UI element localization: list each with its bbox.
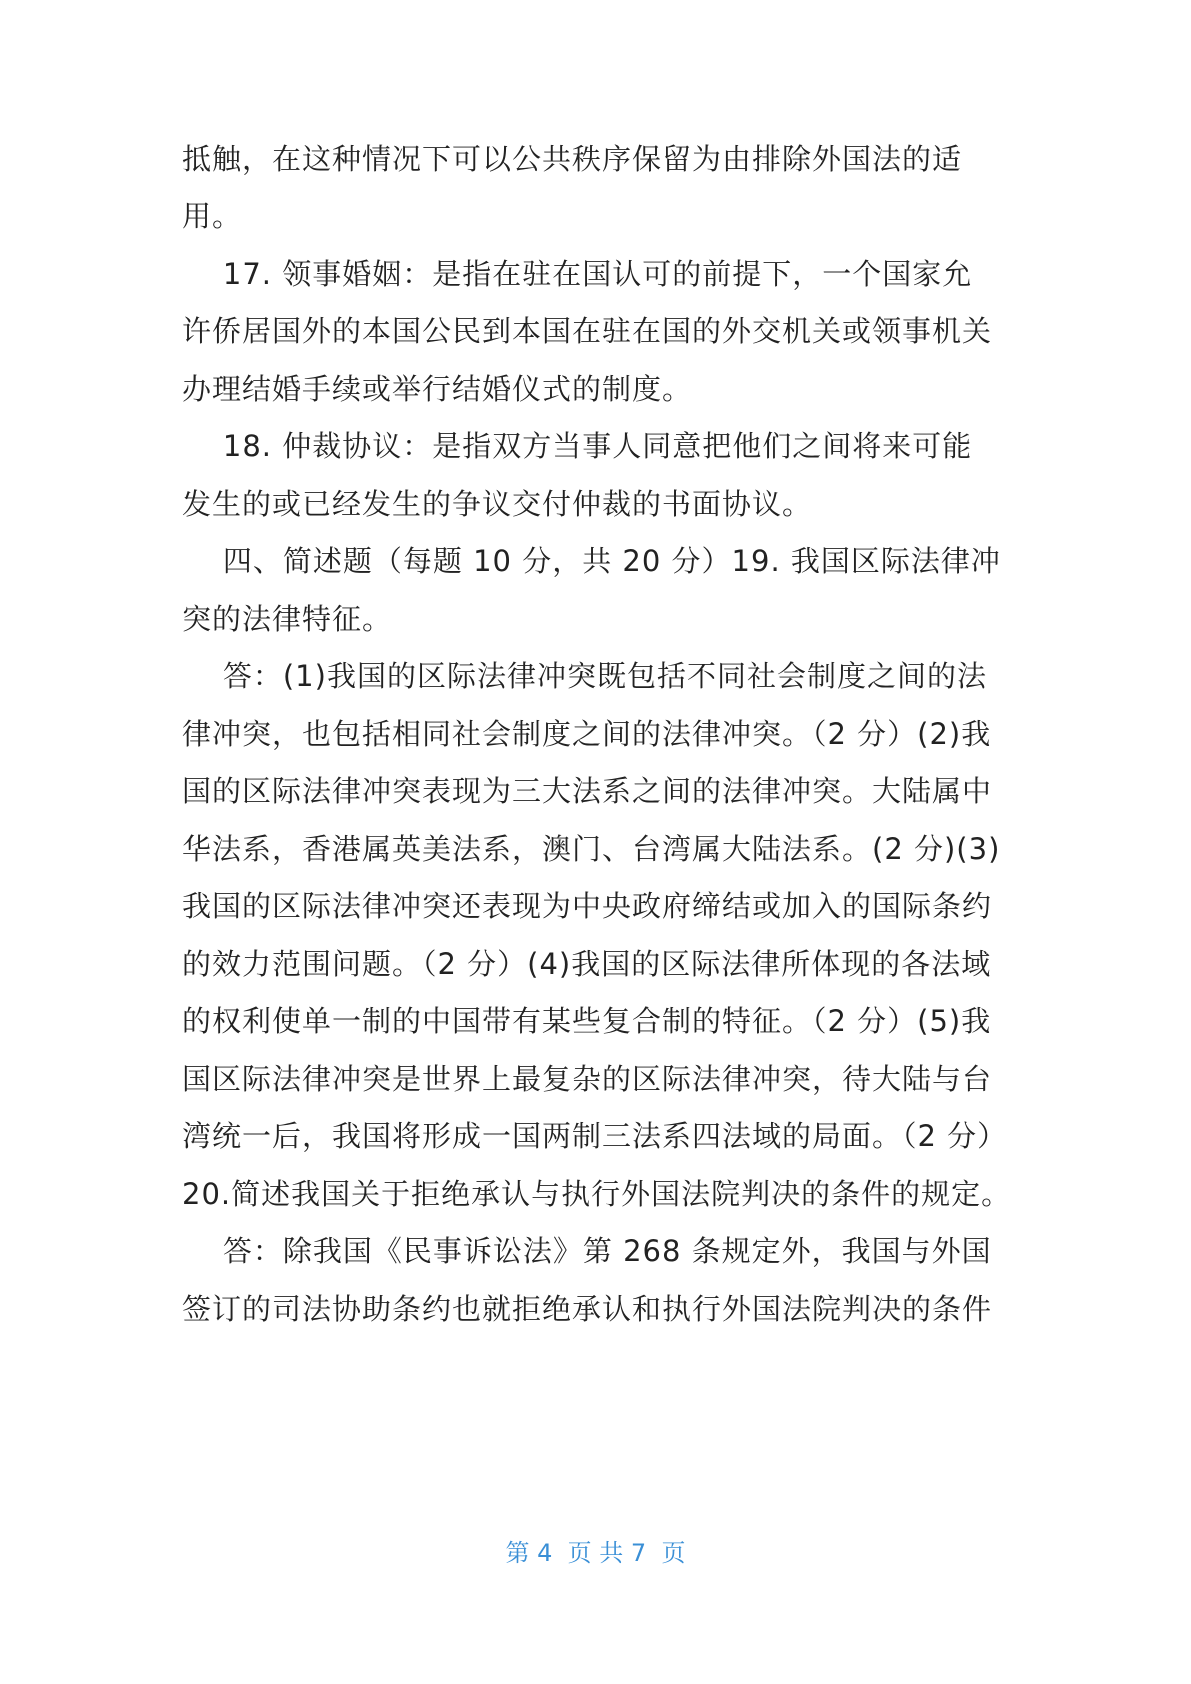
text-line: 华法系，香港属英美法系，澳门、台湾属大陆法系。(2 分)(3) xyxy=(182,832,1001,866)
text-line: 突的法律特征。 xyxy=(182,602,393,636)
text-line: 答：(1)我国的区际法律冲突既包括不同社会制度之间的法 xyxy=(182,659,987,693)
text-line: 抵触，在这种情况下可以公共秩序保留为由排除外国法的适 xyxy=(182,142,963,176)
text-line: 的效力范围问题。（2 分）(4)我国的区际法律所体现的各法域 xyxy=(182,947,992,981)
text-line: 律冲突，也包括相同社会制度之间的法律冲突。（2 分）(2)我 xyxy=(182,717,992,751)
text-line: 用。 xyxy=(182,199,243,233)
text-line: 18. 仲裁协议：是指双方当事人同意把他们之间将来可能 xyxy=(182,429,973,463)
text-line: 答：除我国《民事诉讼法》第 268 条规定外，我国与外国 xyxy=(182,1234,992,1268)
text-line: 国的区际法律冲突表现为三大法系之间的法律冲突。大陆属中 xyxy=(182,774,993,808)
text-line: 办理结婚手续或举行结婚仪式的制度。 xyxy=(182,372,693,406)
text-line: 17. 领事婚姻：是指在驻在国认可的前提下，一个国家允 xyxy=(182,257,973,291)
text-line: 发生的或已经发生的争议交付仲裁的书面协议。 xyxy=(182,487,813,521)
text-line: 20.简述我国关于拒绝承认与执行外国法院判决的条件的规定。 xyxy=(182,1177,1012,1211)
text-line: 许侨居国外的本国公民到本国在驻在国的外交机关或领事机关 xyxy=(182,314,993,348)
text-line: 四、简述题（每题 10 分，共 20 分）19. 我国区际法律冲 xyxy=(182,544,1001,578)
text-line: 签订的司法协助条约也就拒绝承认和执行外国法院判决的条件 xyxy=(182,1292,993,1326)
text-line: 国区际法律冲突是世界上最复杂的区际法律冲突，待大陆与台 xyxy=(182,1062,993,1096)
text-line: 的权利使单一制的中国带有某些复合制的特征。（2 分）(5)我 xyxy=(182,1004,992,1038)
text-line: 我国的区际法律冲突还表现为中央政府缔结或加入的国际条约 xyxy=(182,889,993,923)
page-number-footer: 第 4 页 共 7 页 xyxy=(505,1539,686,1567)
text-line: 湾统一后，我国将形成一国两制三法系四法域的局面。（2 分） xyxy=(182,1119,1008,1153)
